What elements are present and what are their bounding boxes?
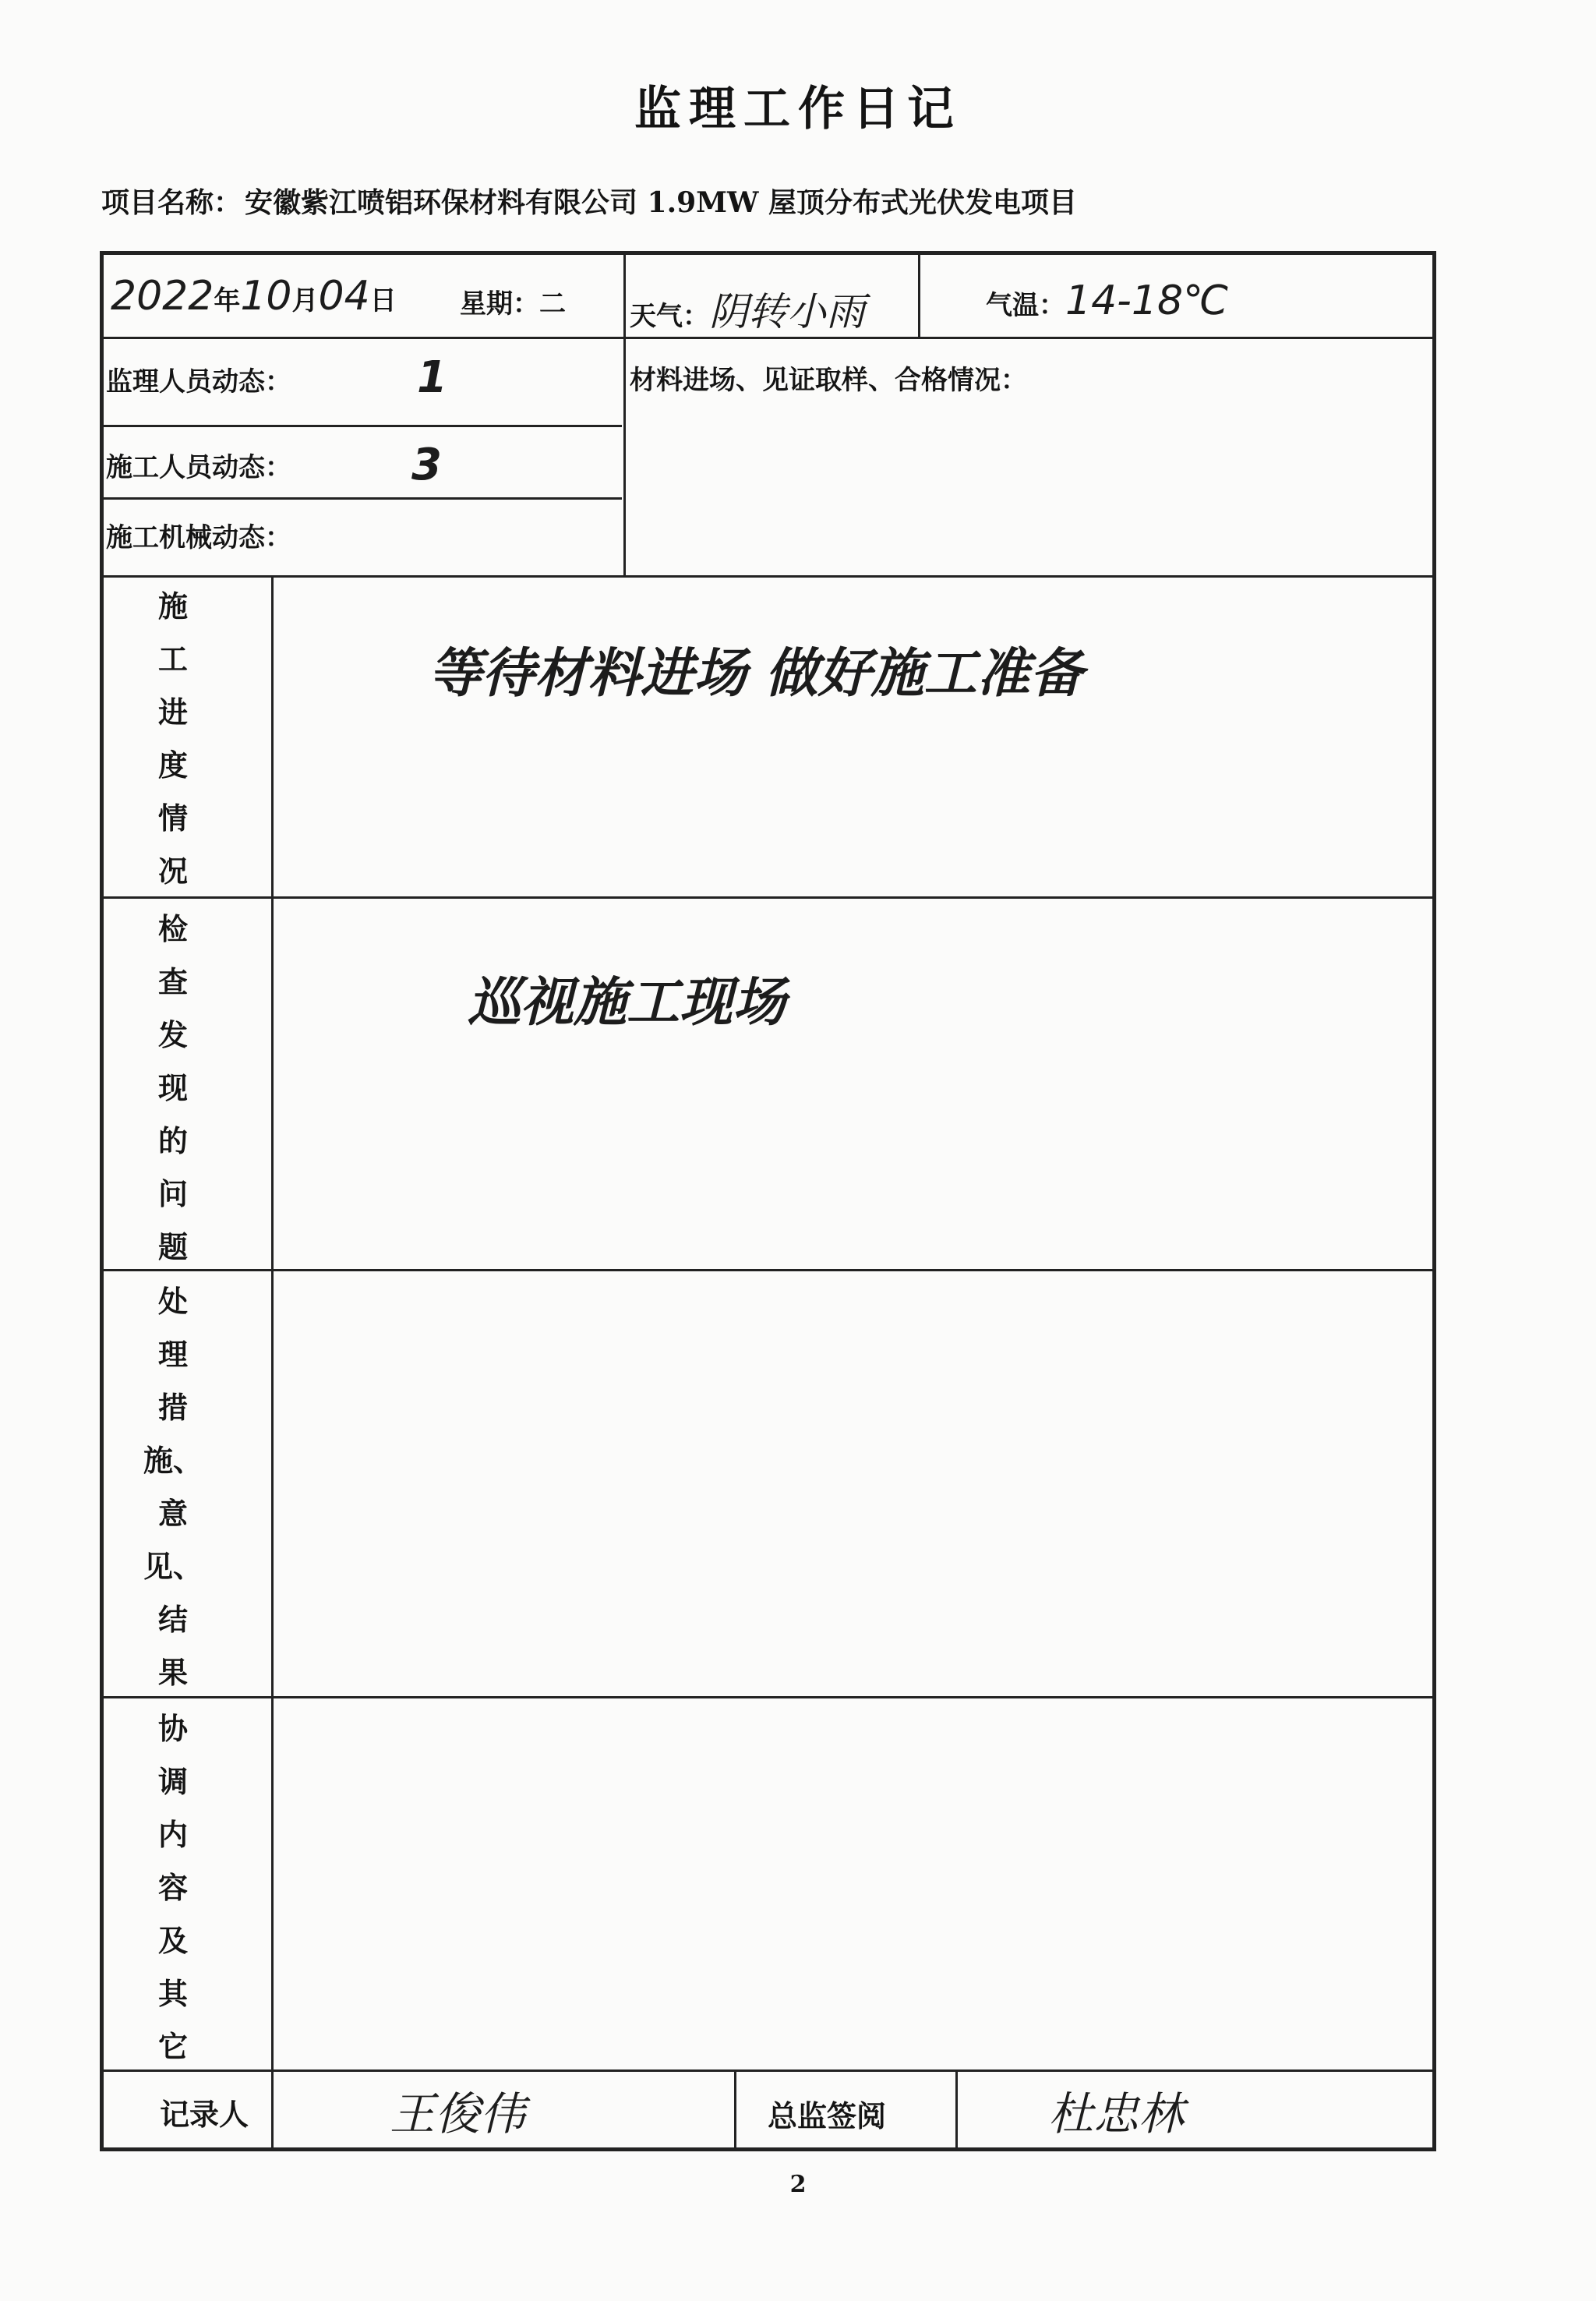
row-divider: [100, 896, 1434, 899]
page-number: 2: [789, 2171, 807, 2198]
project-name: 安徽紫江喷铝环保材料有限公司 1.9MW 屋顶分布式光伏发电项目: [245, 186, 1077, 219]
label-char: 协: [157, 1711, 188, 1746]
label-char: 结: [157, 1602, 188, 1637]
weather-label: 天气：: [630, 301, 709, 332]
weather-field: [630, 281, 865, 337]
weather-value: 阴转小雨: [709, 289, 865, 334]
label-char: 其: [157, 1976, 188, 2011]
label-char: 进: [157, 695, 188, 730]
row-divider: [100, 1696, 1434, 1698]
label-char: 检: [157, 911, 188, 946]
row-divider: [100, 2069, 1434, 2072]
label-char: 施: [157, 589, 188, 624]
label-char: 及: [157, 1923, 188, 1958]
row-divider: [100, 497, 622, 500]
label-char: 意: [157, 1496, 188, 1531]
label-char: 发: [157, 1017, 188, 1052]
year-label: 年: [214, 285, 241, 316]
temperature-field: [986, 277, 1229, 324]
coordination-section-label: [142, 1702, 204, 2073]
page-title: 监理工作日记: [634, 82, 962, 136]
label-char: 题: [157, 1229, 188, 1264]
date-day: 04: [318, 273, 370, 320]
label-char: 况: [157, 854, 188, 889]
temperature-value: 14-18℃: [1065, 277, 1229, 324]
date-month: 10: [240, 273, 292, 320]
date-field: [111, 273, 397, 320]
measures-section-label: [142, 1275, 204, 1699]
label-char: 的: [157, 1123, 188, 1158]
col-divider: [271, 575, 274, 2147]
row-divider: [100, 1269, 1434, 1271]
project-label: 项目名称：: [101, 186, 242, 219]
label-char: 情: [157, 801, 188, 836]
label-char: 查: [157, 964, 188, 999]
supervisor-status-label: 监理人员动态：: [106, 366, 291, 398]
label-char: 度: [157, 748, 188, 783]
label-char: 措: [157, 1390, 188, 1425]
weekday-value: 二: [539, 288, 566, 320]
machine-status-label: 施工机械动态：: [106, 522, 291, 553]
label-char: 它: [157, 2029, 188, 2064]
issues-content: 巡视施工现场: [468, 972, 786, 1034]
label-char: 工: [157, 642, 188, 677]
col-divider: [623, 251, 626, 575]
issues-section-label: [142, 903, 204, 1274]
label-char: 内: [157, 1817, 188, 1852]
temperature-label: 气温：: [986, 290, 1065, 321]
diary-table: [100, 251, 1436, 2151]
project-line: [101, 181, 1077, 221]
label-char: 理: [157, 1337, 188, 1372]
label-char: 容: [157, 1870, 188, 1905]
worker-status-label: 施工人员动态：: [106, 452, 291, 483]
materials-label: 材料进场、见证取样、合格情况：: [630, 365, 1027, 396]
col-divider: [918, 251, 920, 337]
label-char: 见、: [143, 1549, 203, 1584]
label-char: 调: [157, 1764, 188, 1799]
progress-content: 等待材料进场 做好施工准备: [429, 643, 1083, 705]
label-char: 施、: [143, 1443, 203, 1478]
date-year: 2022: [111, 273, 214, 320]
label-char: 问: [157, 1176, 188, 1211]
label-char: 处: [157, 1284, 188, 1319]
label-char: 现: [157, 1070, 188, 1105]
weekday-field: [460, 282, 566, 320]
day-label: 日: [369, 285, 397, 316]
row-divider: [100, 575, 1434, 578]
month-label: 月: [291, 285, 319, 316]
progress-section-label: [142, 580, 204, 898]
col-divider: [955, 2069, 958, 2147]
recorder-signature: 王俊伟: [390, 2087, 526, 2140]
weekday-label: 星期：: [460, 288, 539, 320]
row-divider: [100, 425, 622, 427]
supervisor-status-value: 1: [417, 352, 447, 403]
chief-signoff-label: 总监签阅: [768, 2098, 887, 2133]
worker-status-value: 3: [411, 440, 442, 490]
col-divider: [734, 2069, 736, 2147]
chief-signature: 杜忠林: [1048, 2087, 1185, 2140]
label-char: 果: [157, 1655, 188, 1690]
recorder-label: 记录人: [160, 2097, 249, 2132]
row-divider: [100, 337, 1434, 339]
